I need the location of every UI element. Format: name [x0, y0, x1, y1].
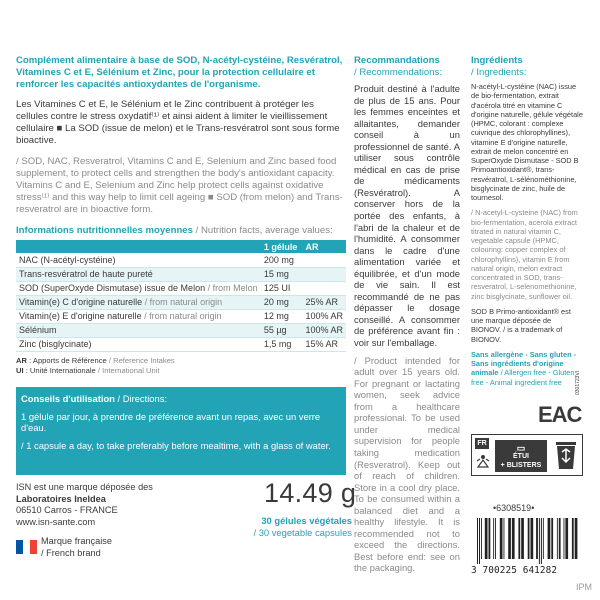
nutrient-amount: 125 UI — [261, 281, 303, 295]
barcode-bar — [521, 518, 524, 559]
barcode-bar — [512, 518, 515, 559]
recommendations-text-fr: Produit destiné à l'adulte de plus de 15 ans. Pour les femmes enceintes et allaitantes, demander conseil à un professionnel de santé. A utiliser sous contrôle médical en cas de prise de médicaments (Resvératrol). A conserver hors de la portée des enfants, à l'abri de la chaleur et de l'humidité. A consommer dans le cadre d'une alimentation variée et équilibrée, et d'un mode de vie sain. Il est recommandé de ne pas dépasser le dosage conseillé. A consommer de préférence avant fin : voir sur l'emballage. — [354, 83, 460, 349]
nutrient-ar — [302, 253, 346, 267]
nutrient-name-en: / from natural origin — [141, 311, 222, 321]
recommendations-title-fr: Recommandations — [354, 55, 440, 66]
batch-number: •6308519• — [493, 503, 535, 513]
nutrient-name — [16, 295, 261, 309]
packaging-label — [495, 440, 547, 472]
nutrition-title-en: / Nutrition facts, average values: — [192, 225, 333, 236]
barcode-bar — [485, 518, 488, 559]
capsule-count — [232, 515, 352, 538]
nutrient-name — [16, 253, 261, 267]
barcode-bar — [565, 518, 568, 559]
nutrient-name — [16, 267, 261, 281]
brand-website: www.isn-sante.com — [16, 516, 96, 527]
nutrient-name — [16, 337, 261, 351]
nutrient-name — [16, 281, 261, 295]
nutrient-name — [16, 309, 261, 323]
nutrient-name-en: / from natural origin — [142, 297, 223, 307]
barcode-bar — [548, 518, 551, 559]
brand-line: ISN est une marque déposée des — [16, 482, 153, 492]
intro-text-en — [16, 156, 346, 216]
flag-stripe-blue — [16, 540, 23, 554]
nutrient-amount: 12 mg — [261, 309, 303, 323]
capsule-count-fr: 30 gélules végétales — [261, 515, 352, 526]
left-column — [16, 55, 346, 376]
nutrient-amount: 20 mg — [261, 295, 303, 309]
barcode-bar — [489, 518, 491, 559]
nutrition-title-fr: Informations nutritionnelles moyennes — [16, 225, 193, 236]
table-row — [16, 267, 346, 281]
barcode-digits: 3 700225 641282 — [471, 565, 558, 576]
barcode-bar — [528, 518, 530, 559]
table-row — [16, 281, 346, 295]
table-row — [16, 323, 346, 337]
barcode-bar — [481, 518, 482, 559]
recommendations-title — [354, 55, 460, 79]
usage-title — [21, 393, 341, 405]
nutrient-amount: 55 µg — [261, 323, 303, 337]
nutrient-name-fr: Sélénium — [19, 325, 57, 335]
brand-company: Laboratoires Ineldea — [16, 493, 106, 504]
barcode-bars — [477, 518, 579, 564]
intro-text-fr: Les Vitamines C et E, le Sélénium et le Zinc contribuent à protéger les cellules contre le stress oxydatif⁽¹⁾ et ainsi aident à limiter le vieillissement cellulaire ■ La SOD (issue de melon) et le Trans-resvératrol sont sous forme bioactive. — [16, 99, 340, 146]
nutrient-amount: 1,5 mg — [261, 337, 303, 351]
abbr-ar-fr: : Apports de Référence — [26, 355, 107, 365]
barcode-bar — [504, 518, 505, 559]
origin-fr: Marque française — [41, 536, 112, 546]
packaging-label-2: + BLISTERS — [500, 461, 542, 469]
brand-address: 06510 Carros - FRANCE — [16, 505, 118, 515]
nutrient-ar — [302, 267, 346, 281]
ingredients-text-en: / N-acetyl-L-cysteine (NAC) from bio-fermentation, acerola extract titrated in natural vitamin C, vegetable capsule (HPMC, colouring: copper complex of chlorophyllins), vitamin E from natural origin, melon extract concentrated in SOD, trans-resveratrol, L-selenomethionine, zinc bisglycinate, sunflower oil. — [471, 208, 578, 301]
origin-row — [16, 536, 206, 559]
barcode-bar — [543, 518, 544, 559]
abbr-ui-en: / International Unit — [95, 365, 160, 375]
flag-stripe-white — [23, 540, 30, 554]
nutrition-header-ar: AR — [302, 240, 346, 253]
triman-icon — [475, 452, 491, 468]
eac-mark: EAC — [538, 402, 582, 427]
intro-text-en-2: Vitamins C and E, Selenium and Zinc help protect cells against oxidative stress⁽¹⁾ and this way help to limit cell ageing ■ SOD (from melon) and Trans-resveratrol are in bioactive form. — [16, 180, 343, 215]
abbr-ui-fr: : Unité Internationale — [23, 365, 96, 375]
intro-title: Complément alimentaire à base de SOD, N-acétyl-cystéine, Resvératrol, Vitamines C et E, Sélénium et Zinc, pour la protection cellulaire et renforcer les capacités antioxydantes de l'organisme. — [16, 55, 343, 90]
nutrient-amount: 15 mg — [261, 267, 303, 281]
allergen-fr: Sans allergène - Sans gluten - Sans ingrédients d'origine animale — [471, 349, 577, 378]
barcode-bar — [508, 518, 511, 559]
nutrient-amount: 200 mg — [261, 253, 303, 267]
nutrient-name — [16, 323, 261, 337]
abbr-ar-key: AR — [16, 355, 27, 365]
usage-text-fr: 1 gélule par jour, à prendre de préférence avant un repas, avec un verre d'eau. — [21, 410, 321, 434]
nutrition-header-name — [16, 240, 261, 253]
barcode-bar — [518, 518, 520, 559]
ingredients-title — [471, 55, 583, 79]
usage-text-en: / 1 capsule a day, to take preferably before mealtime, with a glass of water. — [21, 439, 331, 451]
nutrient-ar: 25% AR — [302, 295, 346, 309]
barcode-bar — [564, 518, 565, 559]
recommendations-title-en: / Recommendations: — [354, 67, 442, 78]
recommendations-column — [354, 55, 460, 574]
nutrient-name-fr: Vitamin(e) C d'origine naturelle — [19, 297, 143, 307]
nutrient-ar — [302, 281, 346, 295]
nutrition-title — [16, 225, 346, 237]
trademark-note: SOD B Primo-antioxidant® est une marque déposée de BIONOV. / is a trademark of BIONOV. — [471, 306, 571, 344]
barcode — [471, 518, 585, 576]
fr-badge: FR — [475, 438, 489, 449]
recycling-info — [471, 434, 583, 476]
allergen-info — [471, 350, 583, 387]
eac-code: 0301723VI — [575, 370, 581, 395]
barcode-bar — [495, 518, 496, 559]
intro-text-en-1: / SOD, NAC, Resveratrol, Vitamins C and E, Selenium and Zinc based food supplement, to protect cells and strengthen the body's antioxidant capacity. — [16, 156, 337, 179]
ingredients-column — [471, 55, 583, 387]
barcode-bar — [575, 518, 578, 559]
barcode-bar — [572, 518, 574, 559]
barcode-bar — [500, 518, 503, 559]
nutrient-name-fr: Vitamin(e) E d'origine naturelle — [19, 311, 142, 321]
nutrient-name-en: / from Melon — [205, 283, 258, 293]
abbreviations — [16, 356, 346, 376]
capsule-count-en: / 30 vegetable capsules — [253, 526, 352, 538]
net-weight: 14.49 g — [264, 478, 357, 508]
abbr-ar — [16, 356, 346, 366]
barcode-bar — [493, 518, 494, 559]
box-icon: ▭ — [516, 443, 526, 453]
france-flag-icon — [16, 540, 37, 554]
barcode-bar — [477, 518, 478, 564]
usage-box — [16, 387, 346, 475]
usage-title-fr: Conseils d'utilisation — [21, 393, 115, 404]
nutrient-ar: 15% AR — [302, 337, 346, 351]
nutrition-table-header — [16, 240, 346, 253]
recycling-bin-icon — [554, 441, 578, 470]
nutrient-name-fr: Zinc (bisglycinate) — [19, 339, 92, 349]
origin-en: / French brand — [41, 547, 101, 558]
barcode-bar — [551, 518, 553, 559]
brand-block — [16, 482, 206, 559]
footer-mark: IPM — [575, 582, 592, 592]
usage-title-en: / Directions: — [114, 393, 168, 404]
ingredients-title-en: / Ingredients: — [471, 67, 527, 78]
nutrition-table — [16, 240, 346, 352]
recommendations-text-en: / Product intended for adult over 15 years old. For pregnant or lactating women, seek advice from a healthcare professional. To be used under medical supervision for people taking medication (Resveratrol). Keep out of reach of children. Store in a cool dry place. To be consumed within a balanced diet and a healthy lifestyle. It is recommended not to exceed the directions. Best before end: see on the packaging. — [354, 354, 460, 574]
nutrient-name-fr: SOD (SuperOxyde Dismutase) issue de Melon — [19, 283, 206, 293]
origin-text — [41, 536, 112, 559]
barcode-bar — [541, 518, 542, 564]
table-row — [16, 295, 346, 309]
nutrition-header-amount: 1 gélule — [261, 240, 303, 253]
nutrient-name-fr: NAC (N-acétyl-cystéine) — [19, 254, 116, 265]
abbr-ui — [16, 366, 346, 376]
table-row — [16, 253, 346, 267]
table-row — [16, 309, 346, 323]
barcode-bar — [557, 518, 558, 559]
allergen-en: / Allergen free - Gluten free - Animal ingredient free — [471, 368, 575, 387]
ingredients-title-fr: Ingrédients — [471, 55, 523, 66]
ingredients-text-fr: N-acétyl-L-cystéine (NAC) issue de bio-fermentation, extrait d'acérola titré en vitamine C d'origine naturelle, gélule végétale (HPMC, colorant : complexe cuivrique des chlorophyllines), vitamine E d'origine naturelle, extrait de melon concentré en SuperOxyde Dismutase - SOD B Primoantioxidant®, trans-resvératrol, L-sélénométhionine, bisglycinate de zinc, huile de tournesol. — [471, 82, 583, 202]
abbr-ar-en: / Reference Intakes — [106, 355, 175, 365]
nutrient-name-fr: Trans-resvératrol de haute pureté — [19, 269, 153, 279]
packaging-label-1: ÉTUI — [513, 453, 529, 460]
flag-stripe-red — [30, 540, 37, 554]
barcode-bar — [479, 518, 480, 564]
nutrient-ar: 100% AR — [302, 323, 346, 337]
barcode-bar — [536, 518, 538, 559]
barcode-bar — [531, 518, 534, 559]
barcode-bar — [539, 518, 540, 564]
abbr-ui-key: UI — [16, 365, 24, 375]
table-row — [16, 337, 346, 351]
nutrient-ar: 100% AR — [302, 309, 346, 323]
barcode-bar — [559, 518, 561, 559]
